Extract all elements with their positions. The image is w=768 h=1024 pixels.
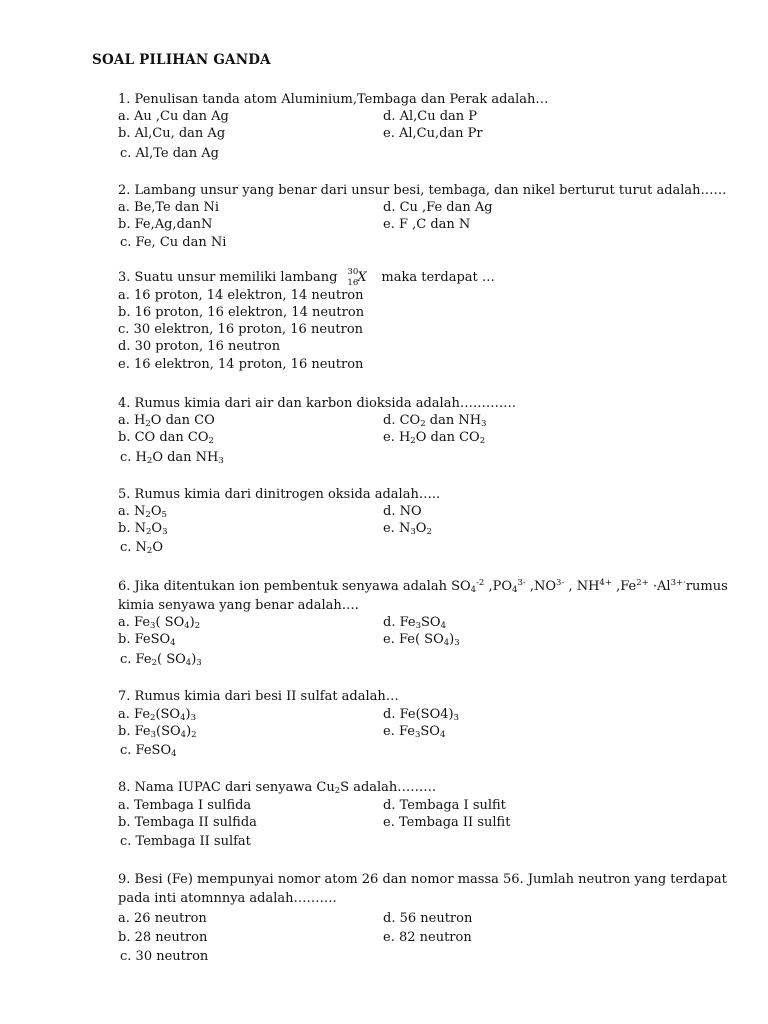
question-8-option-b: b. Tembaga II sulfida — [118, 815, 257, 830]
question-2-option-c: c. Fe, Cu dan Ni — [120, 235, 227, 250]
question-7-option-c: c. FeSO$_4$ — [120, 743, 177, 759]
question-9-stem-line2: pada inti atomnnya adalah………. — [118, 891, 337, 906]
nuclide-notation — [347, 269, 369, 286]
question-5-option-b: b. $N_2O_3$ — [118, 521, 168, 537]
question-3-option-b: b. 16 proton, 16 elektron, 14 neutron — [118, 305, 365, 320]
question-2-stem: 2. Lambang unsur yang benar dari unsur besi, tembaga, dan nikel berturut turut adalah…… — [118, 183, 727, 198]
question-6-option-b: b. FeSO$_4$ — [118, 632, 176, 648]
question-2-option-d: d. Cu ,Fe dan Ag — [383, 200, 493, 215]
question-4-stem: 4. Rumus kimia dari air dan karbon dioksida adalah…………. — [118, 396, 516, 411]
question-3-option-a: a. 16 proton, 14 elektron, 14 neutron — [118, 288, 364, 303]
question-5-option-d: d. NO — [383, 504, 422, 519]
question-7-option-e: e. $Fe_3SO_4$ — [383, 724, 446, 740]
question-7-option-d: d. $Fe(SO4)_3$ — [383, 707, 459, 723]
atomic-number: 16 — [347, 278, 359, 288]
question-3-option-c: c. 30 elektron, 16 proton, 16 neutron — [118, 322, 364, 337]
question-6-stem: 6. Jika ditentukan ion pembentuk senyawa adalah $SO_4^{-2}$ $,PO_4^{3-}$ $,NO^{3-}$ , $NH^{4+}$ $,Fe^{2+}$ $\cdot Al^{3+\cdot}rumus$ — [118, 578, 728, 595]
question-4-option-b: b. CO dan $CO_2$ — [118, 430, 214, 446]
question-2-option-a: a. Be,Te dan Ni — [118, 200, 219, 215]
question-1-option-b: b. Al,Cu, dan Ag — [118, 126, 226, 141]
question-9-option-d: d. 56 neutron — [383, 911, 473, 926]
question-2-option-b: b. Fe,Ag,danN — [118, 217, 213, 232]
question-6-option-e: e. Fe( $SO_4)_3$ — [383, 632, 460, 648]
question-9-option-e: e. 82 neutron — [383, 930, 472, 945]
question-2-option-e: e. F ,C dan N — [383, 217, 471, 232]
question-1-option-c: c. Al,Te dan Ag — [120, 146, 219, 161]
mass-number: 30 — [347, 267, 359, 277]
question-9-option-a: a. 26 neutron — [118, 911, 207, 926]
question-3-option-e: e. 16 elektron, 14 proton, 16 neutron — [118, 357, 364, 372]
question-5-option-e: e. $N_3O_2$ — [383, 521, 432, 537]
question-6-stem-line2: kimia senyawa yang benar adalah…. — [118, 598, 359, 613]
question-1-option-d: d. Al,Cu dan P — [383, 109, 478, 124]
question-4-option-c: c. $H_2O$ dan $NH_3$ — [120, 450, 224, 466]
question-3-option-d: d. 30 proton, 16 neutron — [118, 339, 281, 354]
question-5-stem: 5. Rumus kimia dari dinitrogen oksida adalah….. — [118, 487, 441, 502]
question-8-stem: 8. Nama IUPAC dari senyawa $Cu_2S$ adalah……… — [118, 780, 437, 796]
question-3-stem-end: maka terdapat … — [381, 270, 495, 285]
question-3-stem — [118, 269, 495, 286]
question-8-option-a: a. Tembaga I sulfida — [118, 798, 252, 813]
question-1-option-a: a. Au ,Cu dan Ag — [118, 109, 229, 124]
page-title: SOAL PILIHAN GANDA — [92, 52, 271, 68]
question-6-option-a: a. $Fe_3$( $SO_4)_2$ — [118, 615, 201, 631]
question-8-option-d: d. Tembaga I sulfit — [383, 798, 506, 813]
question-5-option-a: a. $N_2O_5$ — [118, 504, 167, 520]
question-6-option-d: d. $Fe_3SO_4$ — [383, 615, 447, 631]
question-9-stem: 9. Besi (Fe) mempunyai nomor atom 26 dan nomor massa 56. Jumlah neutron yang terdapat — [118, 872, 727, 887]
question-7-option-a: a. $Fe_2(SO_4)_3$ — [118, 707, 197, 723]
question-8-option-e: e. Tembaga II sulfit — [383, 815, 511, 830]
question-4-option-d: d. $CO_2$ dan $NH_3$ — [383, 413, 487, 429]
question-1-stem: 1. Penulisan tanda atom Aluminium,Tembaga dan Perak adalah… — [118, 92, 549, 107]
question-9-option-c: c. 30 neutron — [120, 949, 209, 964]
question-7-option-b: b. $Fe_3(SO_4)_2$ — [118, 724, 197, 740]
question-1-option-e: e. Al,Cu,dan Pr — [383, 126, 483, 141]
question-4-option-e: e. $H_2O$ dan $CO_2$ — [383, 430, 486, 446]
element-symbol: X — [357, 270, 367, 285]
question-5-option-c: c. $N_2O$ — [120, 540, 164, 556]
question-9-option-b: b. 28 neutron — [118, 930, 208, 945]
question-4-option-a: a. $H_2O$ dan CO — [118, 413, 215, 429]
question-3-stem-text: 3. Suatu unsur memiliki lambang — [118, 270, 338, 285]
question-7-stem: 7. Rumus kimia dari besi II sulfat adalah… — [118, 689, 399, 704]
question-6-option-c: c. $Fe_2$( $SO_4)_3$ — [120, 652, 202, 668]
question-8-option-c: c. Tembaga II sulfat — [120, 834, 251, 849]
